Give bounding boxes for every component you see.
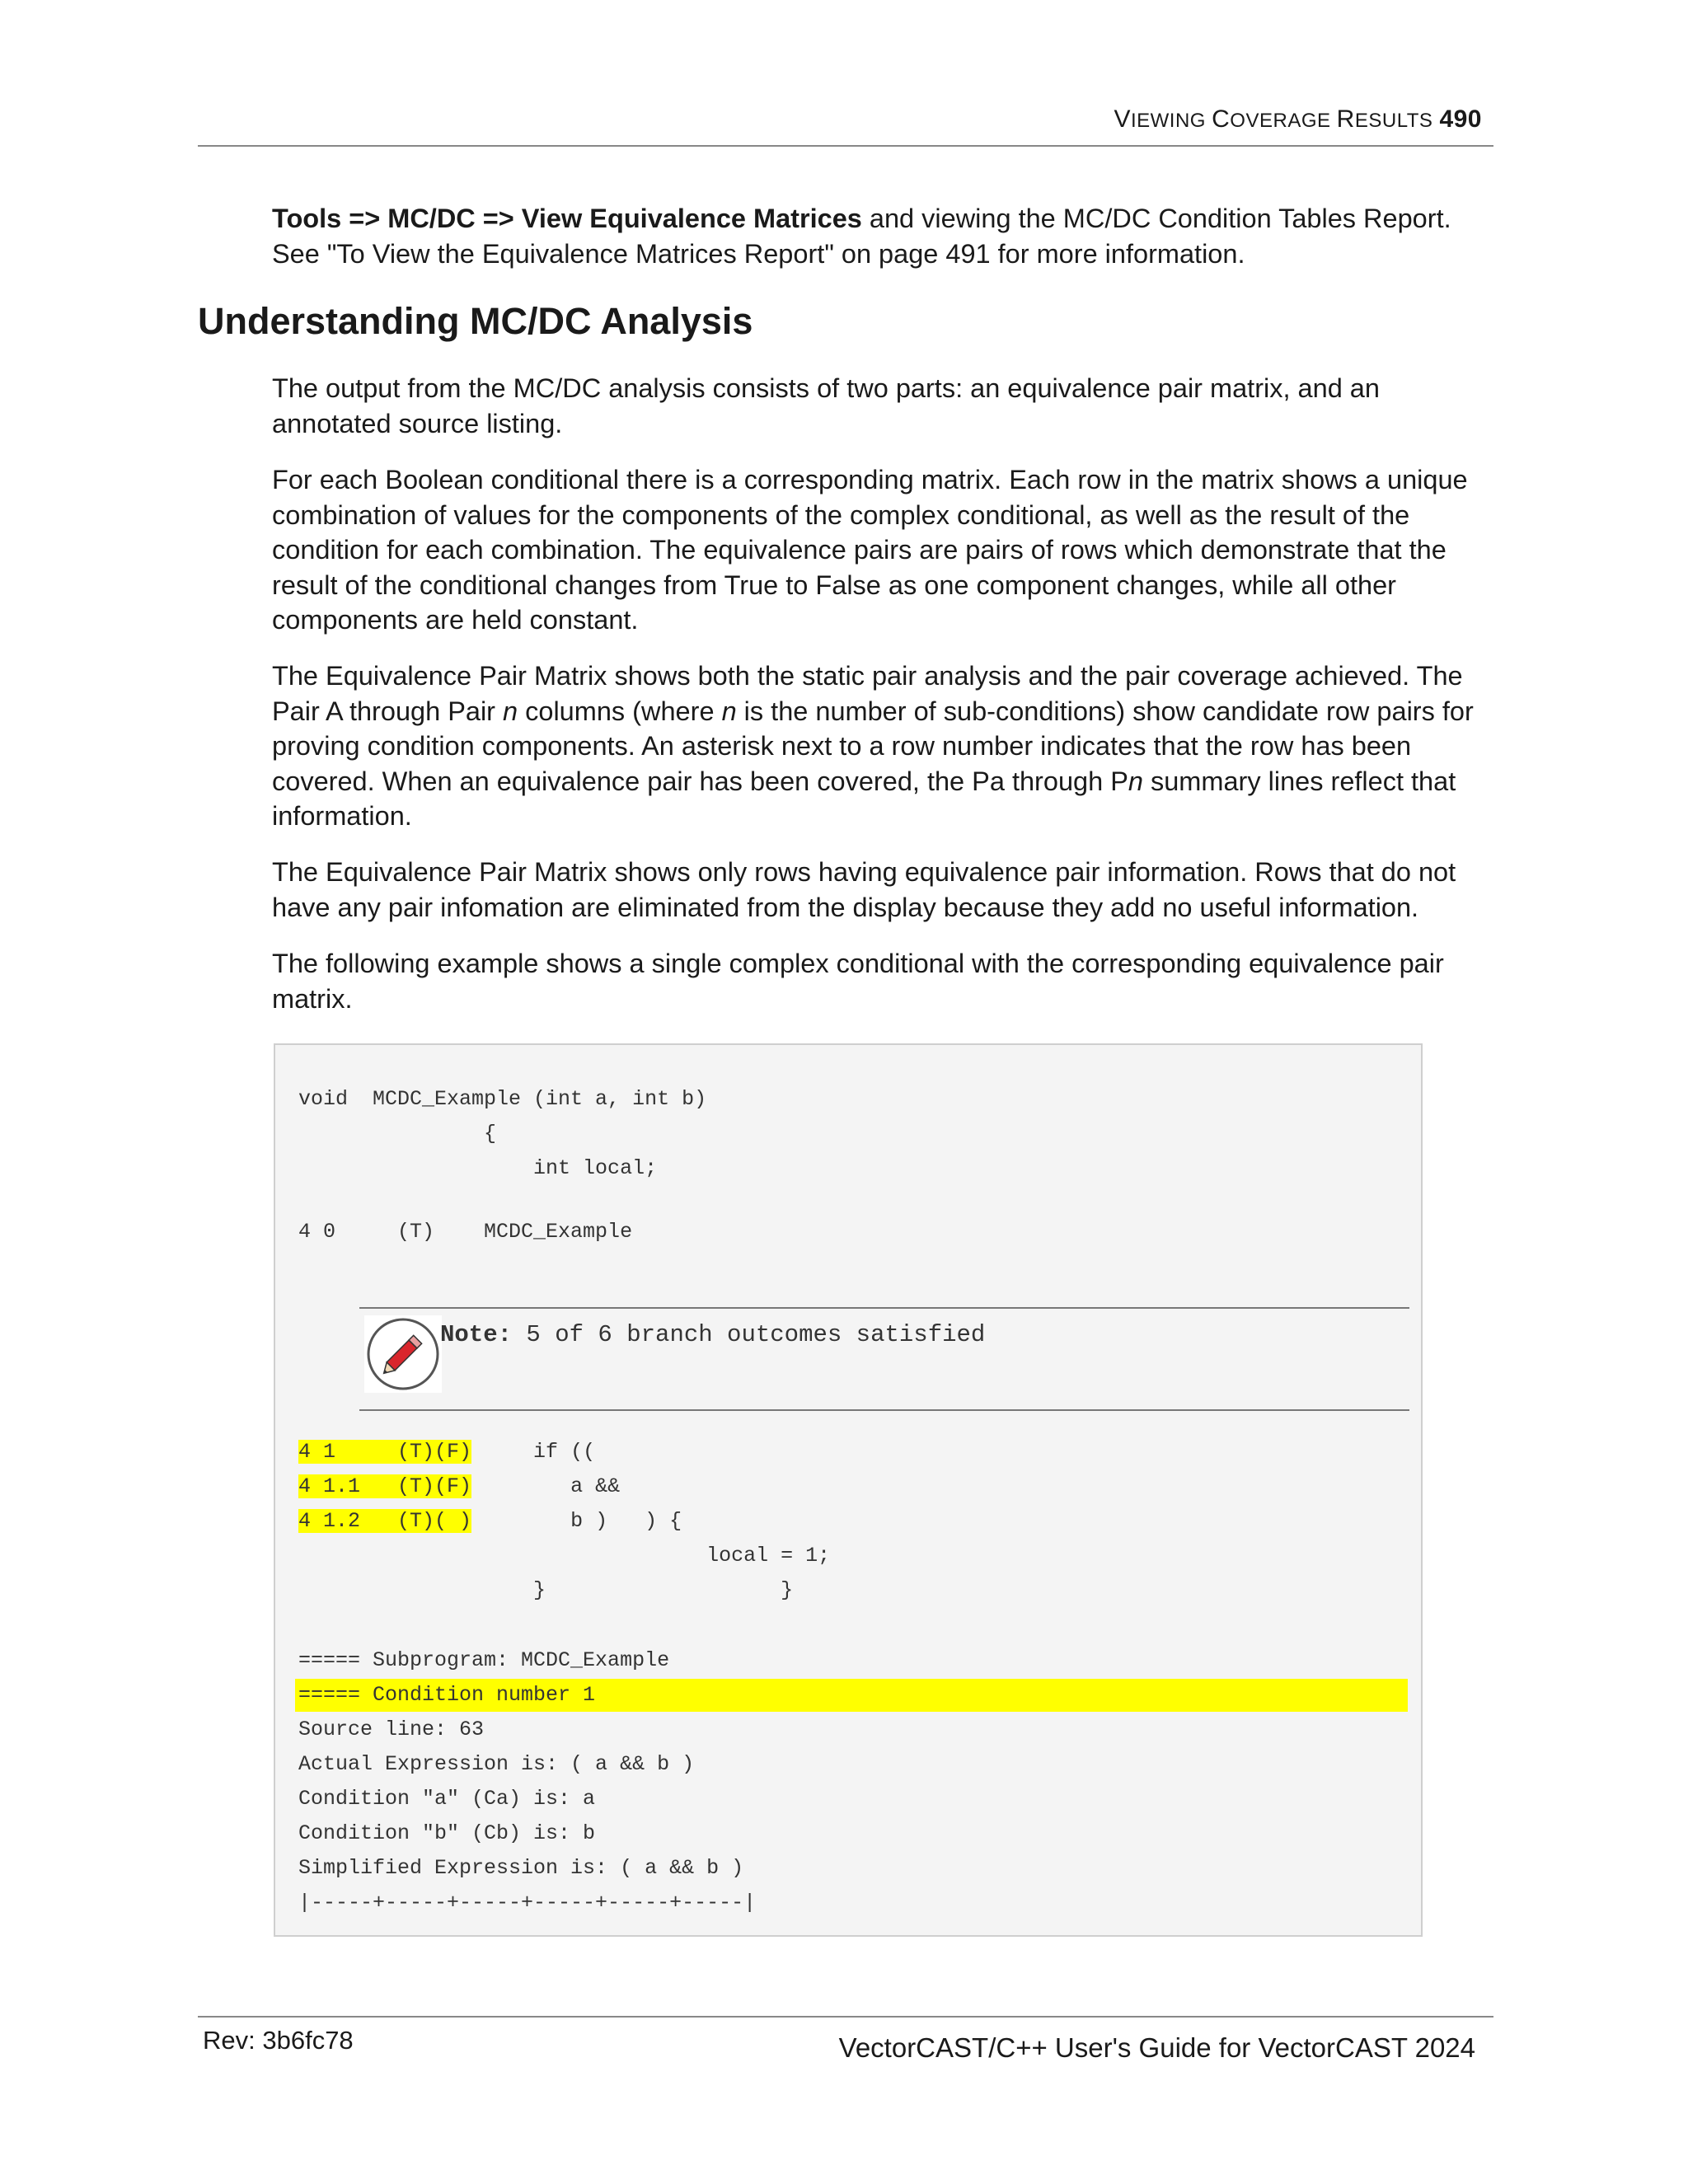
code-line: Condition "b" (Cb) is: b [298, 1821, 596, 1845]
revision-label: Rev: 3b6fc78 [203, 2026, 354, 2055]
section-heading: Understanding MC/DC Analysis [198, 300, 753, 342]
running-header: VIEWING COVERAGE RESULTS 490 [1114, 105, 1482, 133]
coverage-row: 4 1.1 (T)(F) a && [298, 1474, 621, 1498]
code-line: Simplified Expression is: ( a && b ) [298, 1856, 744, 1880]
code-line: 4 0 (T) MCDC_Example [298, 1220, 633, 1244]
code-line: { [298, 1122, 497, 1146]
menu-path: Tools => MC/DC => View Equivalence Matrices [272, 204, 862, 233]
code-line: Actual Expression is: ( a && b ) [298, 1752, 695, 1776]
paragraph-4: The Equivalence Pair Matrix shows only rows having equivalence pair information. Rows that do not have any pair infomation are eliminated from the display because they add no useful information. [272, 857, 1456, 922]
coverage-row: 4 1 (T)(F) if (( [298, 1440, 596, 1464]
paragraph-3: The Equivalence Pair Matrix shows both the static pair analysis and the pair coverage achieved. The Pair A through Pair n columns (where n is the number of sub-conditions) show candidate row pairs for proving condition components. An asterisk next to a row number indicates that the row has been covered. When an equivalence pair has been covered, the Pa through Pn summary lines reflect that information. [272, 661, 1474, 831]
code-line: void MCDC_Example (int a, int b) [298, 1087, 707, 1111]
header-divider [198, 145, 1493, 147]
note-top-rule [359, 1307, 1409, 1309]
code-line: ===== Condition number 1 [298, 1683, 596, 1707]
code-line: Condition "a" (Ca) is: a [298, 1787, 596, 1811]
intro-paragraph: Tools => MC/DC => View Equivalence Matrices and viewing the MC/DC Condition Tables Report. See "To View the Equivalence Matrices Report" on page 491 for more information. [272, 204, 1451, 269]
code-line: |-----+-----+-----+-----+-----+-----| [298, 1891, 757, 1915]
coverage-row: 4 1.2 (T)( ) b ) ) { [298, 1509, 682, 1533]
note-text: Note: 5 of 6 branch outcomes satisfied [440, 1321, 986, 1348]
footer-divider [198, 2016, 1493, 2018]
code-line: int local; [298, 1156, 658, 1180]
code-line: ===== Subprogram: MCDC_Example [298, 1648, 670, 1672]
paragraph-1: The output from the MC/DC analysis consists of two parts: an equivalence pair matrix, and an annotated source listing. [272, 373, 1380, 438]
pencil-icon [364, 1315, 442, 1393]
code-line: } } [298, 1578, 794, 1602]
document-title: VectorCAST/C++ User's Guide for VectorCAST 2024 [838, 2032, 1475, 2063]
page-number: 490 [1439, 105, 1482, 133]
code-line: local = 1; [298, 1544, 831, 1568]
code-example [274, 1043, 1423, 1937]
note-bottom-rule [359, 1409, 1409, 1411]
paragraph-2: For each Boolean conditional there is a corresponding matrix. Each row in the matrix shows a unique combination of values for the components of the complex conditional, as well as the result of the condition for each combination. The equivalence pairs are pairs of rows which demonstrate that the result of the conditional changes from True to False as one component changes, while all other components are held constant. [272, 465, 1468, 635]
paragraph-5: The following example shows a single complex conditional with the corresponding equivalence pair matrix. [272, 949, 1444, 1014]
code-line: Source line: 63 [298, 1718, 485, 1741]
